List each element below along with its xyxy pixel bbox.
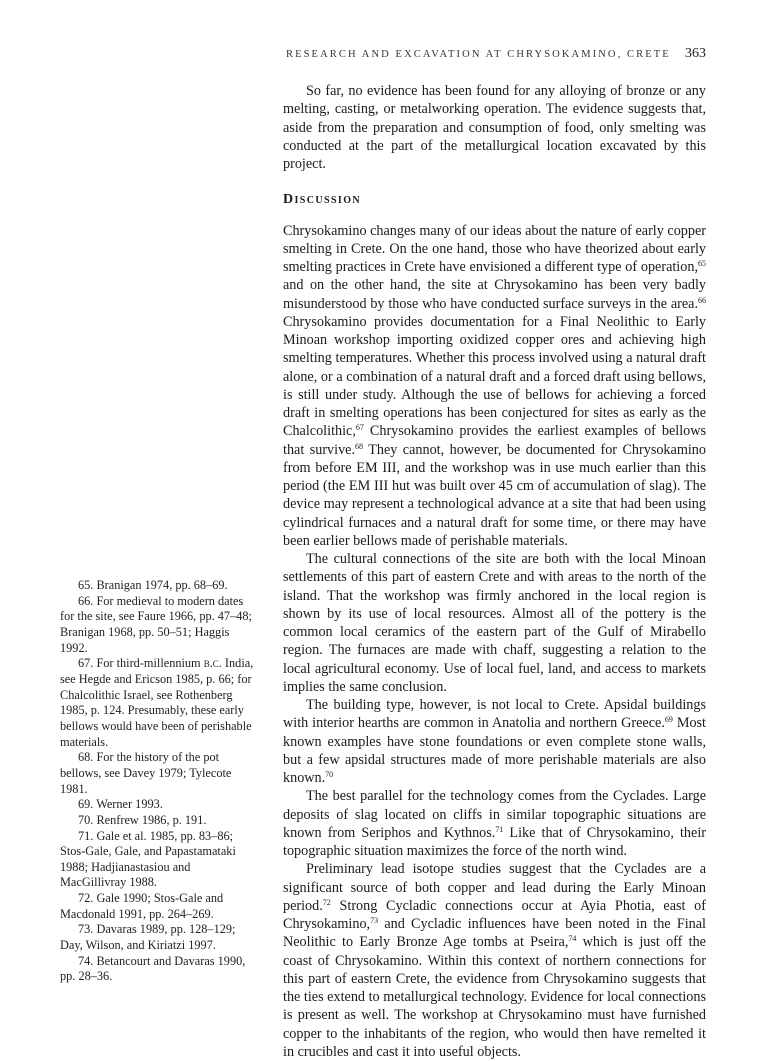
paragraph-2: The cultural connections of the site are both with the local Minoan settlements of this part of eastern Crete and with areas to the north of the island. That the workshop was firmly anchored in the local region is shown by its use of local resources. Almost all of the pottery is the common local ceramics of the eastern part of the Gulf of Mirabello region. The furnaces are made with chaff, suggesting a relation to the local agricultural economy. Use of local fuel, land, and access to markets implies the same conclusion. (283, 551, 706, 695)
running-title: RESEARCH AND EXCAVATION AT CHRYSOKAMINO, CRETE (286, 49, 671, 60)
footnote-ref-73[interactable]: 73 (370, 916, 379, 925)
footnote-ref-72[interactable]: 72 (322, 897, 331, 907)
footnote-65: 65. Branigan 1974, pp. 68–69. (78, 578, 228, 592)
footnote-67: 67. For third-millennium b.c. India, see Hegde and Ericson 1985, p. 66; for Chalcolithic Israel, see Rothenberg 1985, p. 124. Presumably, these early bellows would have been of perishable materials. (60, 656, 254, 749)
footnote-71: 71. Gale et al. 1985, pp. 83–86; Stos-Gale, Gale, and Papastamataki 1988; Hadjianastasiou and MacGillivray 1988. (60, 828, 236, 890)
footnote-ref-65[interactable]: 65 (698, 259, 706, 268)
section-heading-discussion: Discussion (283, 192, 362, 208)
paragraph-1: Chrysokamino changes many of our ideas about the nature of early copper smelting in Crete. On the one hand, those who have theorized about early smelting practices in Crete have envisioned a different type of operation,$^{65}$ and on the other hand, the site at Chrysokamino has been very badly misunderstood by those who have conducted surface surveys in the area.$^{66}$ Chrysokamino provides documentation for a Final Neolithic to Early Minoan workshop importing oxidized copper ores and achieving high smelting temperatures. Whether this process involved using a natural draft alone, or a combination of a natural draft and a forced draft using bellows, is still under study. Although the use of bellows for achieving a forced draft in smelting operations has been conjectured for sites as early as the Chalcolithic,$^{67}$ Chrysokamino provides the earliest examples of bellows that survive.$^{68}$ They cannot, however, be documented for Chrysokamino from before EM III, and the workshop was in use much earlier than this period (the EM III hut was built over 45 cm of accumulation of slag). The device may represent a technological advance at a site that had been using cylindrical furnaces and a natural draft for some time, or there may have been earlier bellows made of perishable materials. (283, 222, 706, 549)
footnote-73: 73. Davaras 1989, pp. 128–129; Day, Wilson, and Kiriatzi 1997. (60, 922, 236, 953)
paragraph-5: Preliminary lead isotope studies suggest that the Cyclades are a significant source of both copper and lead during the Early Minoan period.$^{72}$ Strong Cycladic connections occur at Ayia Photia, east of Chrysokamino,$^{73}$ and Cycladic influences have been noted in the Final Neolithic to Early Bronze Age tombs at Pseira,$^{74}$ which is just off the coast of Chrysokamino. Within this context of northern connections for this part of eastern Crete, the evidence from Chrysokamino suggests that the ties extend to metallurgical technology. Evidence for local connections is present as well. The workshop at Chrysokamino must have furnished copper to the inhabitants of the region, who would then have remelted it in crucibles and cast it into useful objects. (283, 861, 706, 1060)
footnote-69: 69. Werner 1993. (78, 797, 163, 812)
footnote-ref-67[interactable]: 67 (355, 423, 364, 433)
footnote-70: 70. Renfrew 1986, p. 191. (78, 812, 207, 827)
running-head (286, 46, 706, 62)
footnote-ref-74[interactable]: 74 (568, 934, 577, 944)
footnote-ref-66[interactable]: 66 (698, 295, 706, 305)
intro-paragraph: So far, no evidence has been found for any alloying of bronze or any melting, casting, or metalworking operation. The evidence suggests that, aside from the preparation and consumption of food, only smelting was conducted at the part of the metallurgical location excavated by this project. (283, 83, 706, 172)
footnote-72: 72. Gale 1990; Stos-Gale and Macdonald 1991, pp. 264–269. (60, 891, 224, 921)
paragraph-3: The building type, however, is not local to Crete. Apsidal buildings with interior hearths are common in Anatolia and northern Greece.$^{69}$ Most known examples have stone foundations or even complete stone walls, but a few apsidal structures made of more perishable materials are also known.$^{70}$ (283, 697, 707, 786)
main-text-column (283, 82, 706, 1061)
footnote-ref-70[interactable]: 70 (325, 770, 334, 779)
footnote-74: 74. Betancourt and Davaras 1990, pp. 28–36. (60, 953, 246, 984)
footnote-ref-71[interactable]: 71 (495, 824, 504, 834)
page-number: 363 (685, 46, 706, 61)
footnotes-column (60, 578, 256, 985)
footnote-66: 66. For medieval to modern dates for the site, see Faure 1966, pp. 47–48; Branigan 1968, pp. 50–51; Haggis 1992. (60, 593, 252, 655)
footnote-ref-68[interactable]: 68 (355, 441, 364, 451)
footnote-68: 68. For the history of the pot bellows, see Davey 1979; Tylecote 1981. (60, 750, 232, 796)
paragraph-4: The best parallel for the technology comes from the Cyclades. Large deposits of slag located on cliffs in similar topographic situations are known from Seriphos and Kythnos.$^{71}$ Like that of Chrysokamino, their topographic situation maximizes the force of the north wind. (283, 788, 706, 859)
footnote-ref-69[interactable]: 69 (664, 715, 673, 725)
